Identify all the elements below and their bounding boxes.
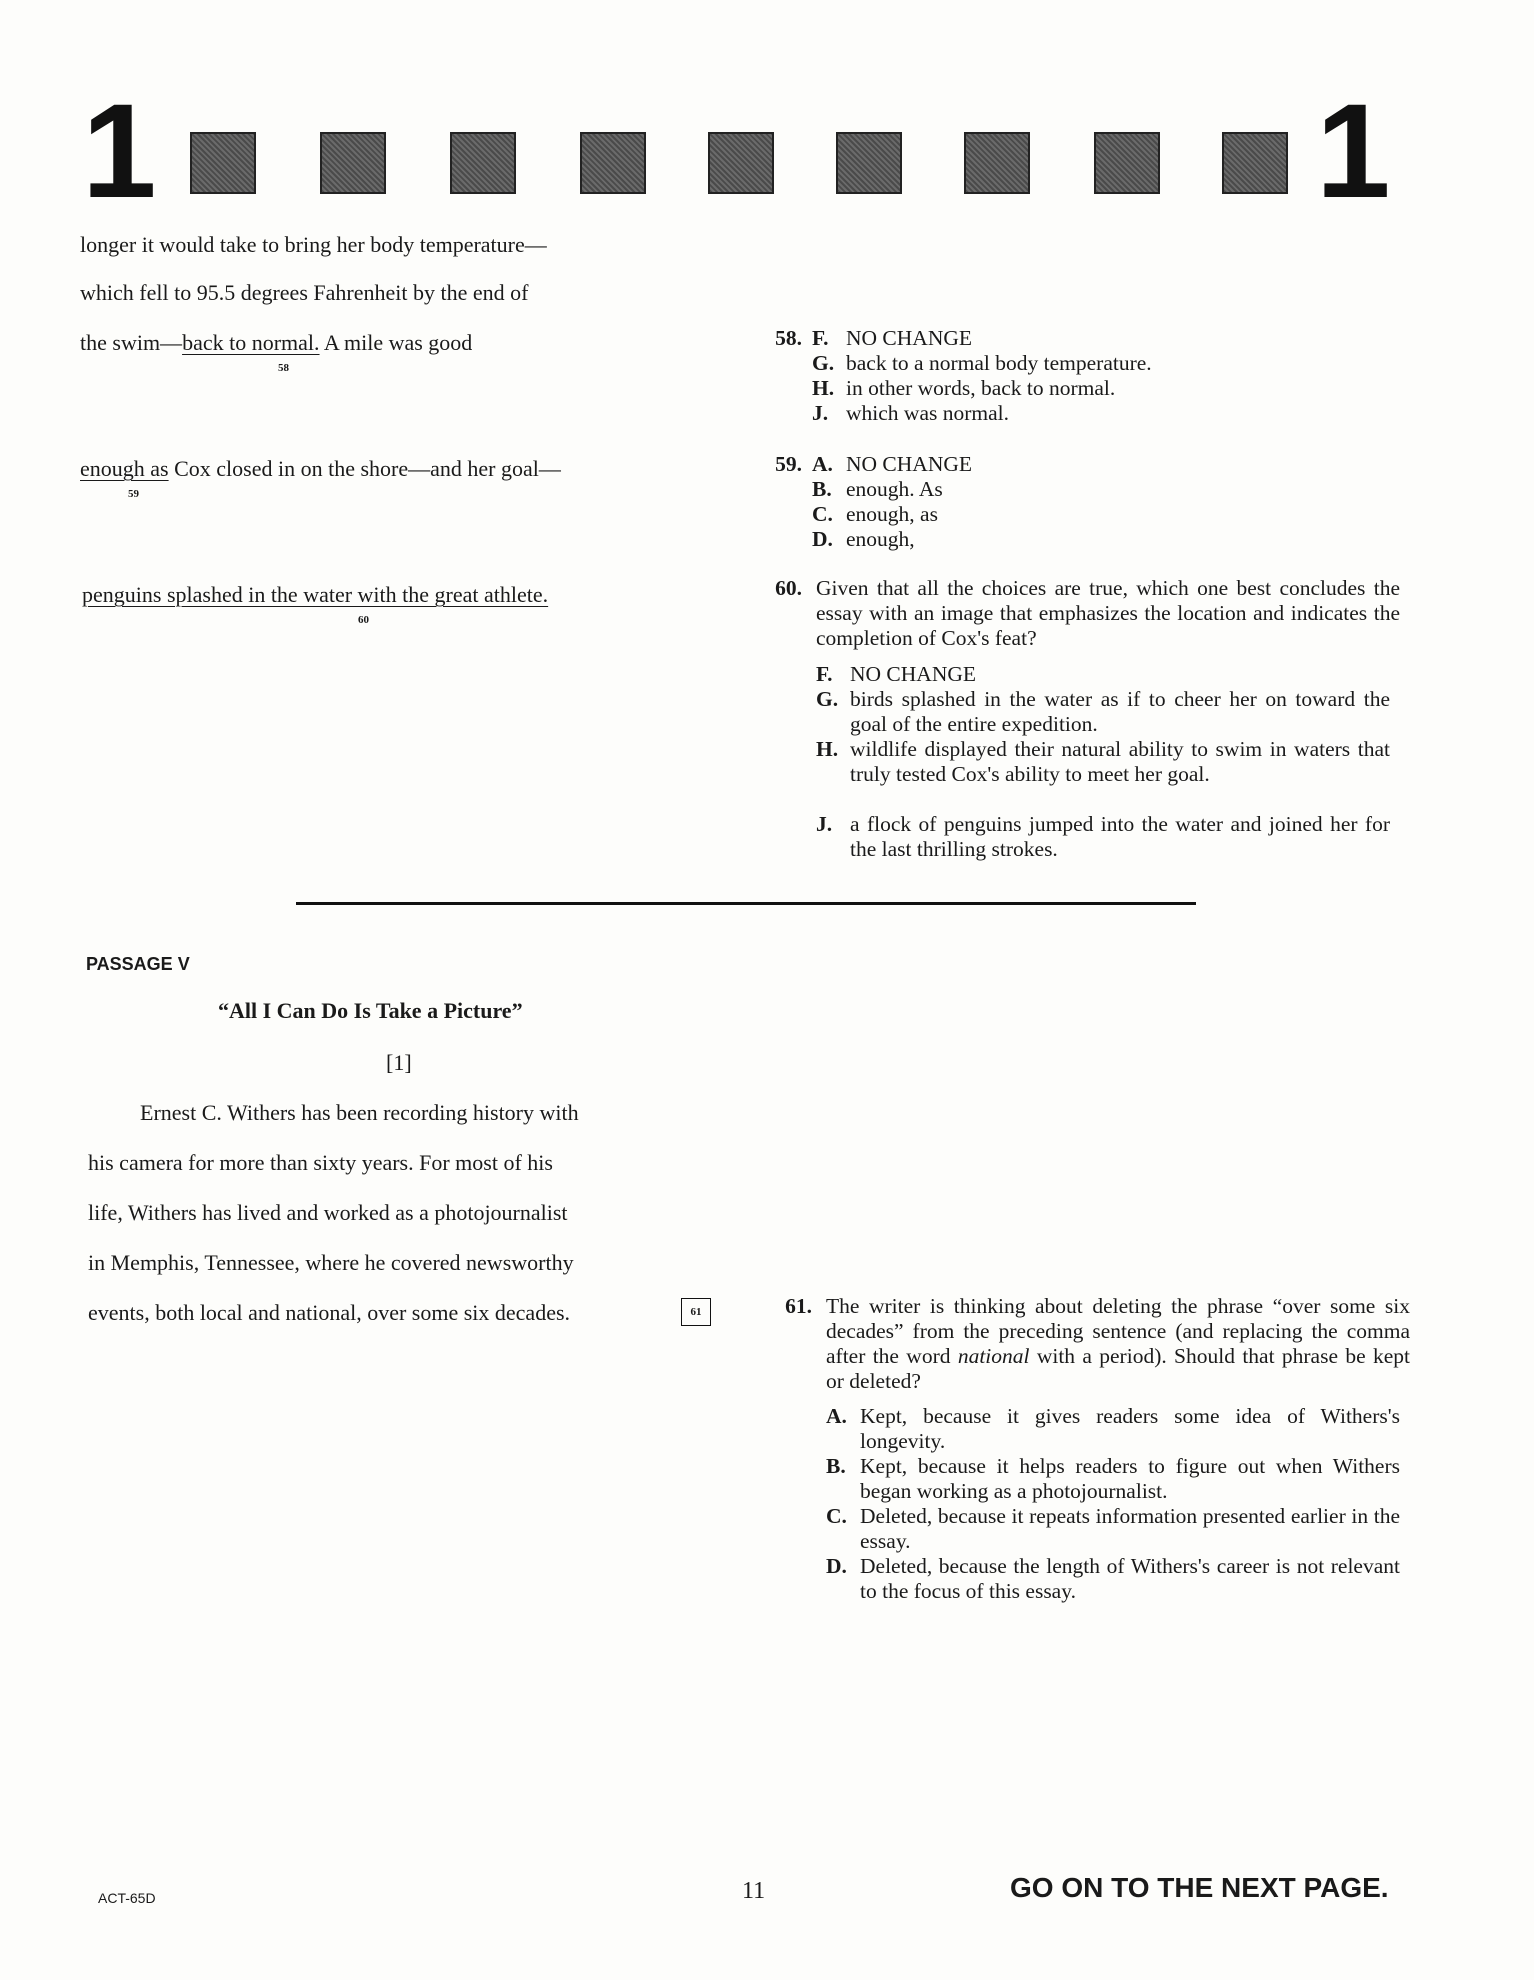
header-block: [450, 132, 516, 194]
option-letter: D.: [826, 1554, 847, 1578]
question-number: 61.: [785, 1294, 812, 1318]
paragraph-number: [1]: [386, 1050, 412, 1075]
header-block: [708, 132, 774, 194]
option-text: Deleted, because the length of Withers's career is not relevant to the focus of this essay.: [860, 1554, 1400, 1603]
question-stem: [826, 1294, 1410, 1394]
option-letter: C.: [826, 1504, 847, 1528]
option-text: NO CHANGE: [850, 662, 977, 686]
passage-title: “All I Can Do Is Take a Picture”: [218, 998, 523, 1023]
header-block: [580, 132, 646, 194]
question-number: 60.: [775, 576, 802, 600]
option-letter: C.: [812, 502, 833, 526]
option-letter: H.: [816, 737, 839, 761]
option-letter: A.: [812, 452, 833, 476]
question-ref-58: 58: [278, 362, 289, 374]
option-letter: F.: [816, 662, 833, 686]
option-text: in other words, back to normal.: [846, 376, 1116, 400]
section-number-right: 1: [1316, 77, 1391, 226]
stem-emphasis: national: [957, 1344, 1030, 1368]
option-text: enough, as: [846, 502, 938, 526]
header-block: [1222, 132, 1288, 194]
section-number-left: 1: [82, 77, 157, 226]
question-number: 58.: [775, 326, 802, 350]
underlined-portion-58[interactable]: back to normal.: [182, 330, 320, 355]
section-divider: [296, 902, 1196, 905]
question-ref-59: 59: [128, 488, 139, 500]
passage-line: [80, 456, 561, 482]
passage-line: his camera for more than sixty years. For most of his: [88, 1150, 553, 1175]
option-letter: J.: [812, 401, 829, 425]
option-text: a flock of penguins jumped into the water and joined her for the last thrilling strokes.: [850, 812, 1390, 861]
passage-line: Ernest C. Withers has been recording history with: [140, 1100, 579, 1125]
passage-line: in Memphis, Tennessee, where he covered newsworthy: [88, 1250, 574, 1275]
option-letter: G.: [816, 687, 839, 711]
option-letter: D.: [812, 527, 833, 551]
option-text: birds splashed in the water as if to cheer her on toward the goal of the entire expedition.: [850, 687, 1390, 736]
option-text: Kept, because it gives readers some idea of Withers's longevity.: [860, 1404, 1400, 1453]
option-text: Kept, because it helps readers to figure out when Withers began working as a photojournalist.: [860, 1454, 1400, 1503]
question-ref-60: 60: [358, 614, 369, 626]
passage-text: Cox closed in on the shore—and her goal—: [168, 456, 561, 481]
option-letter: F.: [812, 326, 829, 350]
option-text: wildlife displayed their natural ability to swim in waters that truly tested Cox's ability to meet her goal.: [850, 737, 1390, 786]
passage-label: PASSAGE V: [86, 954, 190, 974]
page-number: 11: [742, 1878, 766, 1904]
passage-line: longer it would take to bring her body temperature—: [80, 232, 547, 257]
question-ref-box-61: 61: [681, 1298, 711, 1326]
underlined-portion-60[interactable]: penguins splashed in the water with the great athlete.: [82, 582, 549, 607]
header-block: [1094, 132, 1160, 194]
passage-line: which fell to 95.5 degrees Fahrenheit by the end of: [80, 280, 529, 305]
option-text: Deleted, because it repeats information presented earlier in the essay.: [860, 1504, 1400, 1553]
passage-text: A mile was good: [319, 330, 473, 355]
option-letter: B.: [812, 477, 832, 501]
option-letter: H.: [812, 376, 835, 400]
option-text: back to a normal body temperature.: [846, 351, 1152, 375]
form-code: ACT-65D: [98, 1890, 156, 1906]
passage-text: the swim—: [80, 330, 183, 355]
passage-line: events, both local and national, over some six decades.: [88, 1300, 571, 1325]
option-text: NO CHANGE: [846, 452, 973, 476]
option-letter: B.: [826, 1454, 846, 1478]
stem-text: The writer is thinking about deleting the phrase “over some six decades” from the preceding sentence (and replacing the comma after the word: [826, 1294, 1410, 1368]
question-number: 59.: [775, 452, 802, 476]
passage-line: [82, 582, 548, 608]
stem-text: with a period). Should that phrase be kept or deleted?: [826, 1344, 1410, 1393]
option-text: NO CHANGE: [846, 326, 973, 350]
option-letter: A.: [826, 1404, 847, 1428]
passage-line: life, Withers has lived and worked as a photojournalist: [88, 1200, 568, 1225]
header-block: [836, 132, 902, 194]
underlined-portion-59[interactable]: enough as: [80, 456, 169, 481]
go-on-notice: GO ON TO THE NEXT PAGE.: [1010, 1872, 1389, 1903]
option-text: which was normal.: [846, 401, 1010, 425]
option-text: enough,: [846, 527, 915, 551]
header-block: [964, 132, 1030, 194]
option-letter: J.: [816, 812, 833, 836]
header-block: [320, 132, 386, 194]
option-letter: G.: [812, 351, 835, 375]
option-text: enough. As: [846, 477, 943, 501]
header-block: [190, 132, 256, 194]
question-stem: Given that all the choices are true, which one best concludes the essay with an image that emphasizes the location and indicates the completion of Cox's feat?: [816, 576, 1400, 650]
passage-line: [80, 330, 472, 356]
